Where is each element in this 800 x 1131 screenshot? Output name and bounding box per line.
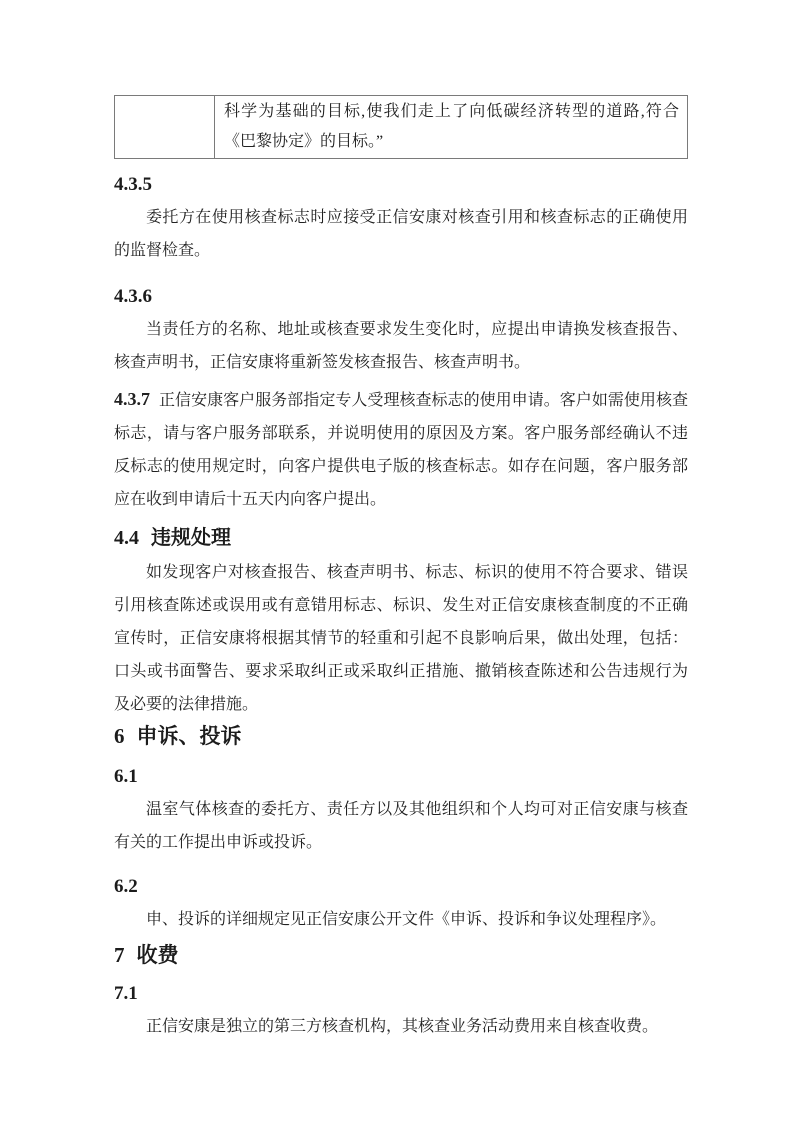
- table-cell-quote: 科学为基础的目标,使我们走上了向低碳经济转型的道路,符合《巴黎协定》的目标。”: [215, 96, 688, 159]
- paragraph-4-3-7: [114, 383, 688, 516]
- heading-7-title: 收费: [136, 943, 179, 967]
- quote-table: [114, 95, 688, 159]
- heading-6-1: 6.1: [114, 766, 138, 787]
- paragraph-6-2: 申、投诉的详细规定见正信安康公开文件《申诉、投诉和争议处理程序》。: [146, 911, 667, 928]
- heading-6-number: 6: [114, 724, 125, 748]
- heading-6-2: 6.2: [114, 876, 138, 897]
- table-cell-empty: [115, 96, 215, 159]
- heading-6: [114, 721, 688, 751]
- heading-7-1: 7.1: [114, 983, 138, 1004]
- clause-number-4-3-7: 4.3.7: [114, 389, 150, 409]
- heading-4-3-5: 4.3.5: [114, 174, 152, 195]
- heading-7-number: 7: [114, 943, 125, 967]
- table-row: [115, 96, 688, 159]
- paragraph-4-4: 如发现客户对核查报告、核查声明书、标志、标识的使用不符合要求、错误引用核查陈述或误用或有意错用标志、标识、发生对正信安康核查制度的不正确宣传时，正信安康将根据其情节的轻重和引起不良影响后果，做出处理，包括：口头或书面警告、要求采取纠正或采取纠正措施、撤销核查陈述和公告违规行为及必要的法律措施。: [114, 564, 688, 713]
- paragraph-6-1: 温室气体核查的委托方、责任方以及其他组织和个人均可对正信安康与核查有关的工作提出申诉或投诉。: [114, 801, 688, 851]
- paragraph-7-1: 正信安康是独立的第三方核查机构，其核查业务活动费用来自核查收费。: [146, 1018, 659, 1035]
- paragraph-4-3-6: 当责任方的名称、地址或核查要求发生变化时，应提出申请换发核查报告、核查声明书，正信安康将重新签发核查报告、核查声明书。: [114, 321, 688, 371]
- heading-7: [114, 940, 688, 970]
- heading-4-4-title: 违规处理: [151, 527, 231, 549]
- paragraph-4-3-7-text: 正信安康客户服务部指定专人受理核查标志的使用申请。客户如需使用核查标志，请与客户服务部联系，并说明使用的原因及方案。客户服务部经确认不违反标志的使用规定时，向客户提供电子版的核查标志。如存在问题，客户服务部应在收到申请后十五天内向客户提出。: [114, 392, 688, 508]
- heading-4-4: [114, 524, 688, 552]
- heading-6-title: 申诉、投诉: [136, 724, 242, 748]
- paragraph-4-3-5: 委托方在使用核查标志时应接受正信安康对核查引用和核查标志的正确使用的监督检查。: [114, 209, 688, 259]
- heading-4-3-6: 4.3.6: [114, 286, 152, 307]
- heading-4-4-number: 4.4: [114, 527, 139, 549]
